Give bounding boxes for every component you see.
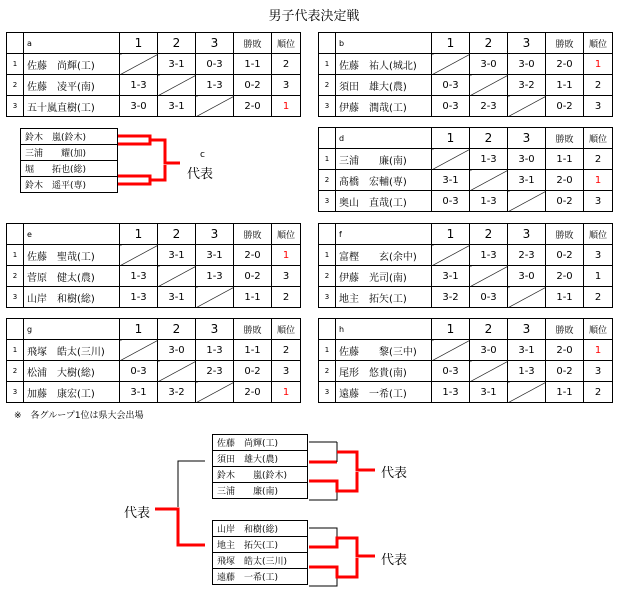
bracket-player: 鈴木 嵐(鈴木) [21,129,118,145]
col-header-3: 3 [508,224,546,245]
rank-cell: 3 [584,191,613,212]
player-name: 須田 雄大(農) [336,75,432,96]
final-top-result: 代表 [381,466,408,481]
score-cell: 1-3 [120,287,158,308]
rank-cell: 1 [272,96,301,117]
score-cell: 3-1 [158,96,196,117]
win-loss: 1-1 [234,54,272,75]
rank-cell: 2 [272,287,301,308]
group-label: e [24,224,120,245]
score-cell: 3-1 [470,382,508,403]
player-name: 地主 拓矢(工) [336,287,432,308]
group-label: g [24,319,120,340]
row-number: 1 [319,340,336,361]
score-cell: 3-0 [158,340,196,361]
col-header-wl: 勝敗 [546,319,584,340]
score-cell: 3-2 [432,287,470,308]
col-header-2: 2 [470,319,508,340]
rank-cell: 3 [272,75,301,96]
rank-cell: 1 [584,170,613,191]
col-header-rank: 順位 [584,33,613,54]
score-cell: 0-3 [432,361,470,382]
row-number: 3 [319,96,336,117]
col-header-rank: 順位 [272,33,301,54]
score-cell: 3-0 [470,54,508,75]
row-number: 2 [319,266,336,287]
win-loss: 0-2 [546,245,584,266]
win-loss: 1-1 [234,287,272,308]
rank-cell: 2 [584,149,613,170]
bracket-player: 地主 拓矢(工) [213,537,308,553]
score-cell: 3-1 [158,54,196,75]
row-number: 2 [319,361,336,382]
group-label: f [336,224,432,245]
win-loss: 0-2 [234,266,272,287]
col-header-1: 1 [120,319,158,340]
col-header-2: 2 [470,128,508,149]
group-c-result: 代表 [187,167,214,182]
win-loss: 2-0 [234,96,272,117]
score-cell: 3-0 [470,340,508,361]
score-cell: 1-3 [196,340,234,361]
final-overall-lines [155,461,205,545]
score-cell: 3-2 [508,75,546,96]
score-cell: 3-1 [196,245,234,266]
score-cell: 1-3 [432,382,470,403]
col-header-3: 3 [508,319,546,340]
score-cell: 1-3 [470,245,508,266]
player-name: 伊藤 光司(南) [336,266,432,287]
row-number: 3 [7,287,24,308]
score-cell: 3-0 [508,54,546,75]
score-cell: 0-3 [432,75,470,96]
row-number: 1 [7,54,24,75]
player-name: 佐藤 黎(三中) [336,340,432,361]
player-name: 富樫 玄(余中) [336,245,432,266]
score-cell: 2-3 [470,96,508,117]
col-header-rank: 順位 [584,319,613,340]
rank-cell: 3 [584,245,613,266]
player-name: 髙橋 宏輔(専) [336,170,432,191]
score-cell: 1-3 [196,266,234,287]
col-header-wl: 勝敗 [234,319,272,340]
player-name: 山岸 和樹(総) [24,287,120,308]
col-header-2: 2 [158,33,196,54]
row-number: 3 [7,96,24,117]
score-cell: 3-1 [508,170,546,191]
player-name: 奥山 直哉(工) [336,191,432,212]
row-number: 1 [319,149,336,170]
col-header-3: 3 [196,33,234,54]
row-number: 3 [319,191,336,212]
score-cell: 1-3 [470,149,508,170]
group-c-label: c [200,150,205,160]
col-header-3: 3 [196,224,234,245]
col-header-wl: 勝敗 [546,33,584,54]
col-header-rank: 順位 [584,128,613,149]
score-cell: 1-3 [196,75,234,96]
win-loss: 0-2 [546,96,584,117]
group-label: b [336,33,432,54]
win-loss: 1-1 [546,75,584,96]
bracket-player: 遠藤 一希(工) [213,569,308,585]
row-number: 3 [319,382,336,403]
col-header-wl: 勝敗 [234,33,272,54]
score-cell: 3-1 [158,245,196,266]
col-header-2: 2 [470,224,508,245]
col-header-3: 3 [196,319,234,340]
score-cell: 3-1 [120,382,158,403]
score-cell: 2-3 [196,361,234,382]
win-loss: 2-0 [546,340,584,361]
col-header-1: 1 [432,319,470,340]
player-name: 菅原 健太(農) [24,266,120,287]
win-loss: 0-2 [234,361,272,382]
col-header-1: 1 [120,33,158,54]
rank-cell: 3 [272,361,301,382]
bracket-player: 佐藤 尚輝(工) [213,435,308,451]
score-cell: 3-1 [432,266,470,287]
player-name: 飛塚 皓太(三川) [24,340,120,361]
score-cell: 3-1 [432,170,470,191]
win-loss: 1-1 [546,149,584,170]
score-cell: 0-3 [120,361,158,382]
col-header-2: 2 [158,319,196,340]
col-header-wl: 勝敗 [234,224,272,245]
row-number: 1 [319,54,336,75]
bracket-player: 鈴木 嵐(鈴木) [213,467,308,483]
col-header-wl: 勝敗 [546,128,584,149]
rank-cell: 1 [272,382,301,403]
bracket-player: 須田 雄大(農) [213,451,308,467]
final-bottom-result: 代表 [381,553,408,568]
row-number: 2 [7,266,24,287]
player-name: 加藤 康宏(工) [24,382,120,403]
final-top-lines [309,442,375,500]
player-name: 佐藤 祐人(城北) [336,54,432,75]
row-number: 1 [7,340,24,361]
col-header-2: 2 [158,224,196,245]
player-name: 松浦 大樹(総) [24,361,120,382]
bracket-player: 堀 拓也(総) [21,161,118,177]
score-cell: 0-3 [470,287,508,308]
player-name: 伊藤 潤哉(工) [336,96,432,117]
win-loss: 0-2 [546,361,584,382]
qualification-note: ※ 各グループ1位は県大会出場 [14,411,144,421]
col-header-2: 2 [470,33,508,54]
col-header-rank: 順位 [272,224,301,245]
win-loss: 1-1 [546,287,584,308]
player-name: 三浦 廉(南) [336,149,432,170]
col-header-rank: 順位 [272,319,301,340]
player-name: 佐藤 尚輝(工) [24,54,120,75]
score-cell: 1-3 [120,75,158,96]
col-header-wl: 勝敗 [546,224,584,245]
col-header-3: 3 [508,128,546,149]
row-number: 3 [7,382,24,403]
score-cell: 3-0 [508,149,546,170]
rank-cell: 1 [584,54,613,75]
row-number: 2 [7,75,24,96]
row-number: 2 [319,170,336,191]
rank-cell: 1 [584,340,613,361]
score-cell: 3-1 [508,340,546,361]
bracket-player: 飛塚 皓太(三川) [213,553,308,569]
score-cell: 1-3 [470,191,508,212]
rank-cell: 1 [272,245,301,266]
group-label: d [336,128,432,149]
win-loss: 2-0 [234,382,272,403]
player-name: 遠藤 一希(工) [336,382,432,403]
col-header-3: 3 [508,33,546,54]
score-cell: 3-0 [120,96,158,117]
score-cell: 0-3 [196,54,234,75]
row-number: 1 [319,245,336,266]
row-number: 2 [7,361,24,382]
rank-cell: 3 [272,266,301,287]
rank-cell: 2 [584,382,613,403]
win-loss: 2-0 [546,266,584,287]
win-loss: 1-1 [546,382,584,403]
col-header-1: 1 [120,224,158,245]
rank-cell: 3 [584,96,613,117]
rank-cell: 2 [584,75,613,96]
final-overall-result: 代表 [124,506,151,521]
col-header-1: 1 [432,128,470,149]
score-cell: 3-1 [158,287,196,308]
win-loss: 2-0 [234,245,272,266]
bracket-player: 三浦 耀(加) [21,145,118,161]
score-cell: 3-2 [158,382,196,403]
bracket-player: 三浦 廉(南) [213,483,308,499]
win-loss: 0-2 [546,191,584,212]
rank-cell: 2 [272,54,301,75]
row-number: 1 [7,245,24,266]
win-loss: 1-1 [234,340,272,361]
player-name: 佐藤 聖哉(工) [24,245,120,266]
score-cell: 0-3 [432,96,470,117]
final-bottom-lines [309,528,375,586]
win-loss: 0-2 [234,75,272,96]
player-name: 五十嵐直樹(工) [24,96,120,117]
win-loss: 2-0 [546,170,584,191]
group-c-lines [118,136,180,184]
rank-cell: 2 [272,340,301,361]
player-name: 佐藤 凌平(南) [24,75,120,96]
score-cell: 1-3 [508,361,546,382]
rank-cell: 3 [584,361,613,382]
rank-cell: 1 [584,266,613,287]
col-header-1: 1 [432,33,470,54]
col-header-rank: 順位 [584,224,613,245]
bracket-player: 鈴木 遥平(専) [21,177,118,193]
group-label: h [336,319,432,340]
player-name: 尾形 悠貴(南) [336,361,432,382]
row-number: 2 [319,75,336,96]
col-header-1: 1 [432,224,470,245]
score-cell: 0-3 [432,191,470,212]
score-cell: 2-3 [508,245,546,266]
win-loss: 2-0 [546,54,584,75]
score-cell: 3-0 [508,266,546,287]
group-label: a [24,33,120,54]
bracket-player: 山岸 和樹(総) [213,521,308,537]
score-cell: 1-3 [120,266,158,287]
rank-cell: 2 [584,287,613,308]
row-number: 3 [319,287,336,308]
page-title: 男子代表決定戦 [268,9,360,24]
